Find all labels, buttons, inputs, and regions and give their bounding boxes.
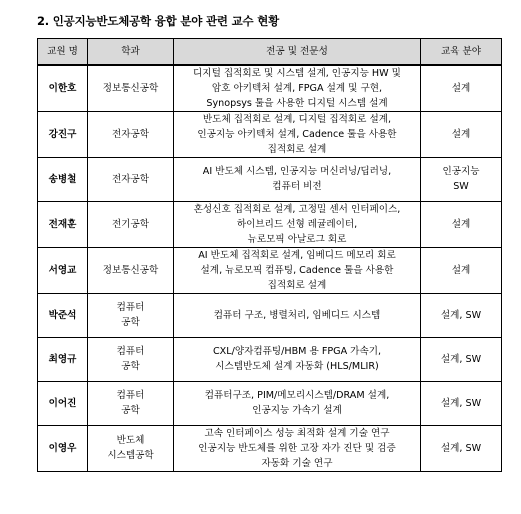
department-line: 공학 [121, 405, 140, 416]
expertise-line: AI 반도체 집적회로 설계, 임베디드 메모리 회로 [198, 249, 396, 261]
field-line: 설계, SW [440, 353, 482, 365]
expertise-line: 집적회로 설계 [267, 143, 327, 155]
field-line: 설계 [451, 218, 471, 230]
expertise-line: 컴퓨터구조, PIM/메모리시스템/DRAM 설계, [204, 390, 390, 401]
faculty-table [37, 38, 502, 472]
department-line: 전자공학 [111, 128, 150, 140]
department-cell [88, 65, 174, 112]
table-row [38, 425, 502, 471]
expertise-cell [174, 247, 421, 293]
professor-name: 강진구 [38, 111, 88, 157]
expertise-line: 컴퓨터 비전 [272, 181, 322, 192]
field-line: 설계 [451, 82, 471, 94]
expertise-cell [174, 381, 421, 425]
department-cell [88, 425, 174, 471]
department-line: 공학 [121, 317, 140, 328]
expertise-line: 자동화 기술 연구 [261, 457, 333, 469]
header-row [38, 39, 502, 65]
professor-name: 박준석 [38, 293, 88, 337]
department-cell [88, 293, 174, 337]
expertise-line: Synopsys 툴을 사용한 디지털 시스템 설계 [206, 97, 388, 109]
professor-name: 최영규 [38, 337, 88, 381]
field-cell [421, 111, 502, 157]
expertise-line: 고속 인터페이스 성능 최적화 설계 기술 연구 [204, 427, 390, 439]
expertise-line: 시스템반도체 설계 자동화 (HLS/MLIR) [215, 361, 379, 372]
field-cell [421, 65, 502, 112]
department-line: 정보통신공학 [102, 264, 159, 276]
expertise-cell [174, 111, 421, 157]
department-line: 컴퓨터 [116, 302, 145, 313]
expertise-cell [174, 201, 421, 247]
professor-name: 이한호 [38, 65, 88, 112]
department-cell [88, 157, 174, 201]
table-header [38, 39, 502, 65]
expertise-cell [174, 337, 421, 381]
expertise-line: 암호 아키텍처 설계, FPGA 설계 및 구현, [211, 82, 383, 94]
expertise-line: 컴퓨터 구조, 병렬처리, 임베디드 시스템 [213, 309, 381, 321]
expertise-line: 디지털 집적회로 및 시스템 설계, 인공지능 HW 및 [193, 67, 401, 79]
table-row [38, 65, 502, 112]
professor-name: 서영교 [38, 247, 88, 293]
department-line: 정보통신공학 [102, 82, 159, 94]
table-row [38, 201, 502, 247]
expertise-cell [174, 157, 421, 201]
field-line: 설계, SW [440, 442, 482, 454]
department-cell [88, 201, 174, 247]
expertise-cell [174, 293, 421, 337]
expertise-line: 집적회로 설계 [267, 279, 327, 291]
table-row [38, 157, 502, 201]
field-line: 인공지능 [442, 166, 480, 177]
header-expertise: 전공 및 전문성 [174, 39, 421, 65]
expertise-line: 하이브리드 선형 레귤레이터, [236, 218, 358, 230]
department-cell [88, 337, 174, 381]
field-cell [421, 201, 502, 247]
field-cell [421, 293, 502, 337]
field-cell [421, 425, 502, 471]
expertise-line: CXL/양자컴퓨팅/HBM 용 FPGA 가속기, [212, 346, 382, 357]
table-row [38, 247, 502, 293]
expertise-line: 인공지능 가속기 설계 [252, 405, 342, 416]
expertise-cell [174, 425, 421, 471]
professor-name: 이영우 [38, 425, 88, 471]
table-body [38, 65, 502, 472]
department-line: 반도체 [116, 435, 145, 446]
field-line: 설계 [451, 264, 471, 276]
expertise-line: 뉴로모픽 아날로그 회로 [247, 233, 347, 245]
expertise-cell [174, 65, 421, 112]
expertise-line: 인공지능 반도체를 위한 고장 자가 진단 및 검증 [198, 442, 396, 454]
field-line: 설계 [451, 128, 471, 140]
department-line: 전자공학 [111, 173, 150, 185]
expertise-line: AI 반도체 시스템, 인공지능 머신러닝/딥러닝, [202, 166, 392, 177]
header-name: 교원 명 [38, 39, 88, 65]
table-row [38, 381, 502, 425]
expertise-line: 혼성신호 집적회로 설계, 고정밀 센서 인터페이스, [193, 203, 401, 215]
professor-name: 전재훈 [38, 201, 88, 247]
department-line: 전기공학 [111, 218, 150, 230]
department-cell [88, 247, 174, 293]
header-department: 학과 [88, 39, 174, 65]
field-line: SW [453, 181, 469, 192]
department-cell [88, 111, 174, 157]
header-field: 교육 분야 [421, 39, 502, 65]
expertise-line: 인공지능 아키텍처 설계, Cadence 툴을 사용한 [197, 128, 397, 140]
field-cell [421, 381, 502, 425]
department-cell [88, 381, 174, 425]
professor-name: 이어진 [38, 381, 88, 425]
department-line: 컴퓨터 [116, 346, 145, 357]
expertise-line: 반도체 집적회로 설계, 디지털 집적회로 설계, [202, 113, 392, 125]
field-line: 설계, SW [440, 397, 482, 409]
department-line: 공학 [121, 361, 140, 372]
field-line: 설계, SW [440, 309, 482, 321]
table-row [38, 293, 502, 337]
expertise-line: 설계, 뉴로모픽 컴퓨팅, Cadence 툴을 사용한 [200, 264, 394, 276]
department-line: 컴퓨터 [116, 390, 145, 401]
field-cell [421, 247, 502, 293]
table-row [38, 111, 502, 157]
department-line: 시스템공학 [107, 450, 154, 461]
table-row [38, 337, 502, 381]
field-cell [421, 337, 502, 381]
document-title: 2. 인공지능반도체공학 융합 분야 관련 교수 현황 [37, 14, 280, 28]
professor-name: 송병철 [38, 157, 88, 201]
field-cell [421, 157, 502, 201]
